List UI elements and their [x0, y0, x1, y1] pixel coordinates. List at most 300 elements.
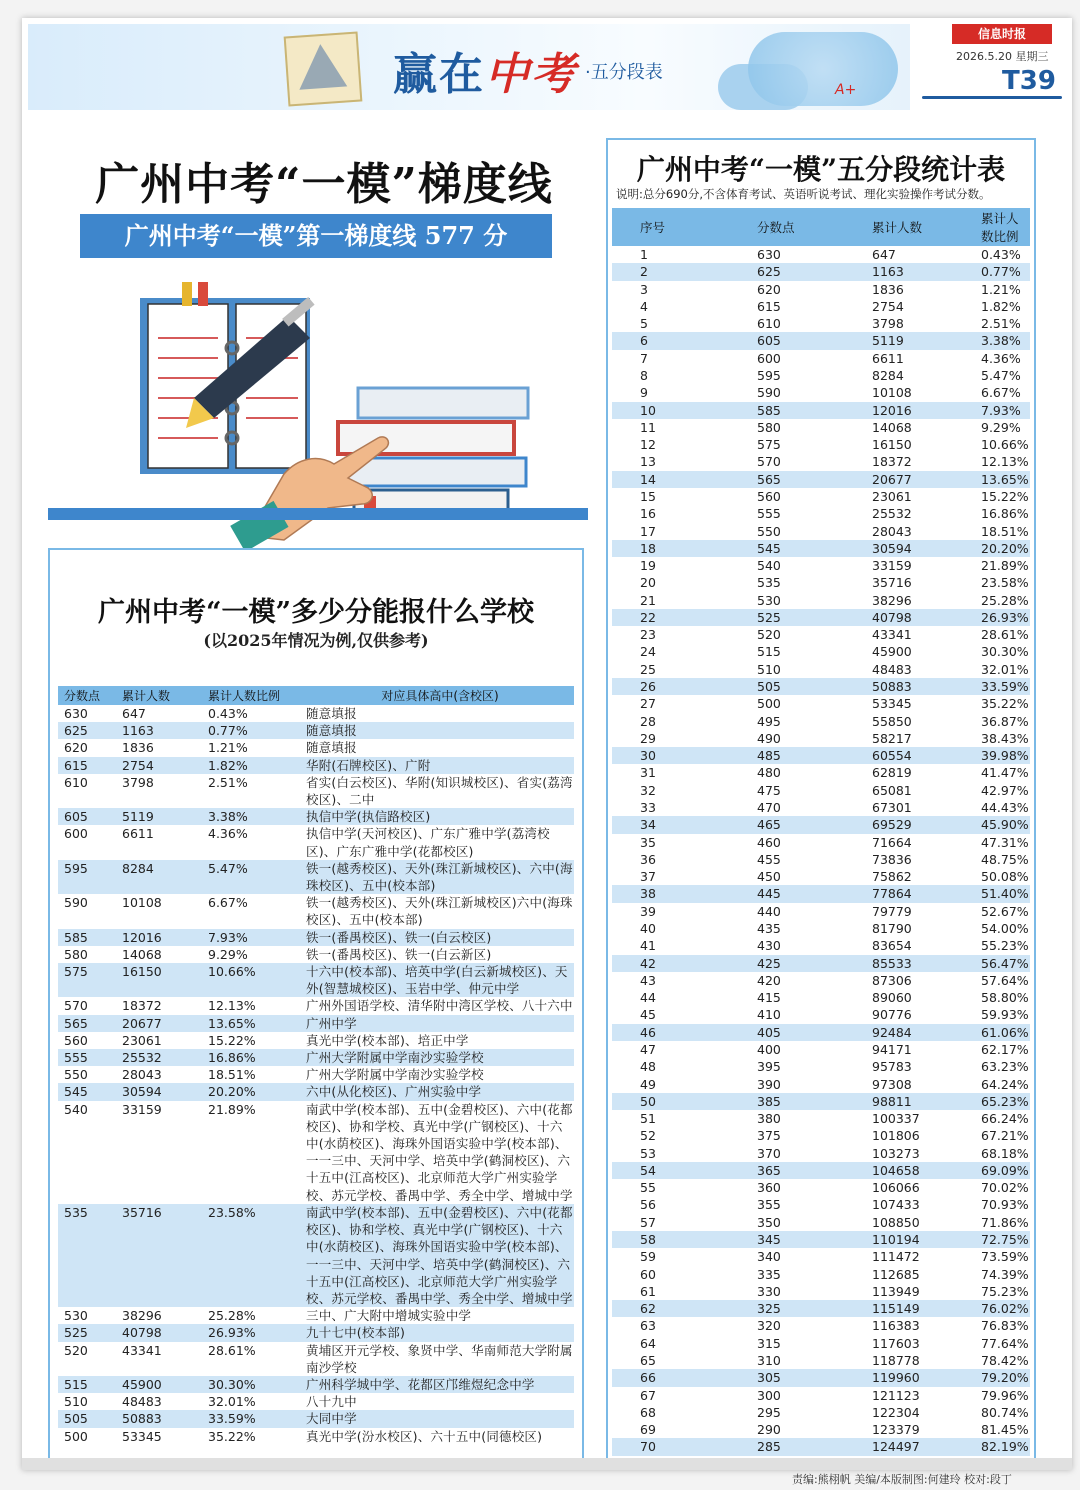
cumulative-cell: 97308	[872, 1076, 912, 1092]
cumulative-cell: 58217	[872, 730, 912, 746]
score-cell: 410	[757, 1007, 781, 1023]
score-cell: 515	[757, 644, 781, 660]
cumulative-cell: 71664	[872, 834, 912, 850]
ratio-cell: 2.51%	[208, 774, 248, 790]
ratio-cell: 0.77%	[971, 263, 1030, 280]
table-row	[58, 1428, 574, 1445]
ratio-cell: 23.58%	[981, 575, 1029, 591]
schools-cell: 华附(石牌校区)、广附	[300, 757, 574, 774]
score-cell: 435	[757, 920, 781, 936]
ratio-cell: 33.59%	[202, 1410, 300, 1427]
footer-bar	[22, 1458, 1072, 1470]
cumulative-cell: 116383	[872, 1318, 920, 1334]
cumulative-cell: 113949	[872, 1283, 920, 1299]
cumulative-cell: 94171	[872, 1041, 912, 1057]
stat-table-body	[612, 246, 1030, 1473]
cumulative-cell: 117603	[872, 1335, 920, 1351]
index-cell: 68	[640, 1404, 656, 1420]
index-cell: 11	[640, 419, 656, 435]
table-row	[612, 1058, 1030, 1075]
ratio-cell: 39.98%	[971, 747, 1030, 764]
table-row	[612, 557, 1030, 574]
score-cell: 615	[757, 298, 781, 314]
score-cell: 355	[757, 1197, 781, 1213]
score-cell: 590	[64, 895, 88, 911]
editor-credits: 责编:熊栩帆 美编/本版制图:何建玲 校对:段丁	[792, 1473, 1012, 1486]
score-cell: 475	[757, 782, 781, 798]
table-row	[612, 695, 1030, 712]
cumulative-cell: 123379	[872, 1422, 920, 1438]
table-row	[612, 1300, 1030, 1317]
score-cell: 525	[741, 609, 854, 626]
ratio-cell: 18.51%	[208, 1067, 256, 1083]
ratio-cell: 32.01%	[981, 661, 1029, 677]
score-cell: 460	[757, 834, 781, 850]
index-cell: 38	[612, 885, 741, 902]
index-cell: 35	[640, 834, 656, 850]
score-cell: 580	[64, 946, 88, 962]
score-cell: 405	[741, 1024, 854, 1041]
ratio-cell: 61.06%	[971, 1024, 1030, 1041]
ratio-cell: 59.93%	[981, 1007, 1029, 1023]
ratio-cell: 57.64%	[981, 972, 1029, 988]
ratio-cell: 1.82%	[202, 757, 300, 774]
cumulative-cell: 10108	[872, 385, 912, 401]
cumulative-cell: 3798	[872, 316, 904, 332]
cumulative-cell: 53345	[122, 1428, 162, 1444]
score-cell: 325	[741, 1300, 854, 1317]
score-cell: 565	[741, 471, 854, 488]
score-cell: 510	[64, 1394, 88, 1410]
score-cell: 365	[741, 1162, 854, 1179]
score-cell: 385	[741, 1093, 854, 1110]
score-cell: 450	[757, 869, 781, 885]
score-cell: 600	[757, 350, 781, 366]
index-cell: 70	[612, 1438, 741, 1455]
cumulative-cell: 2754	[872, 298, 904, 314]
stat-table-header	[612, 208, 1030, 246]
score-cell: 530	[757, 592, 781, 608]
score-cell: 505	[741, 678, 854, 695]
cumulative-cell: 48483	[122, 1394, 162, 1410]
score-cell: 285	[741, 1438, 854, 1455]
table-row	[612, 523, 1030, 540]
score-cell: 605	[58, 808, 116, 825]
table-row	[612, 713, 1030, 730]
index-cell: 69	[640, 1422, 656, 1438]
table-row	[612, 592, 1030, 609]
index-cell: 13	[640, 454, 656, 470]
score-cell: 540	[757, 558, 781, 574]
ratio-cell: 79.96%	[981, 1387, 1029, 1403]
ratio-cell: 0.77%	[202, 722, 300, 739]
score-cell: 550	[757, 523, 781, 539]
table-row	[612, 747, 1030, 764]
table-row	[612, 903, 1030, 920]
index-cell: 5	[640, 316, 648, 332]
table-row	[612, 834, 1030, 851]
score-cell: 600	[64, 826, 88, 842]
ratio-cell: 70.02%	[981, 1180, 1029, 1196]
score-cell: 595	[58, 860, 116, 894]
cumulative-cell: 119960	[854, 1369, 971, 1386]
header-banner	[28, 24, 910, 110]
table-row	[612, 1093, 1030, 1110]
score-cell: 390	[757, 1076, 781, 1092]
ratio-cell: 9.29%	[208, 946, 248, 962]
first-gradient-line-band: 广州中考“一模”第一梯度线 577 分	[80, 214, 552, 258]
cumulative-cell: 69529	[854, 816, 971, 833]
index-cell: 63	[640, 1318, 656, 1334]
index-cell: 12	[640, 437, 656, 453]
ratio-cell: 79.20%	[971, 1369, 1030, 1386]
ratio-cell: 15.22%	[981, 488, 1029, 504]
index-cell: 49	[640, 1076, 656, 1092]
col-header-index: 序号	[612, 208, 741, 246]
score-cell: 360	[757, 1180, 781, 1196]
ratio-cell: 12.13%	[208, 998, 256, 1014]
ratio-cell: 54.00%	[981, 920, 1029, 936]
index-cell: 9	[640, 385, 648, 401]
index-cell: 1	[640, 247, 648, 262]
book-top	[358, 388, 528, 418]
schools-cell: 南武中学(校本部)、五中(金碧校区)、六中(花都校区)、协和学校、真光中学(广钢校区)、十六中(水荫校区)、海珠外国语实验中学(校本部)、一一三中、天河中学、培英中学(鹤洞校区)、六十五中(江高校区)、北京师范大学广州实验学校、苏元学校、番禺中学、秀全中学、增城中学	[306, 1101, 573, 1203]
cumulative-cell: 45900	[116, 1376, 202, 1393]
ratio-cell: 35.22%	[208, 1428, 256, 1444]
cumulative-cell: 75862	[872, 869, 912, 885]
schools-cell: 六中(从化校区)、广州实验中学	[300, 1083, 574, 1100]
table-row	[612, 298, 1030, 315]
cumulative-cell: 124497	[854, 1438, 971, 1455]
table-row	[612, 816, 1030, 833]
table-row	[612, 678, 1030, 695]
illustration-baseline	[48, 508, 588, 520]
table-row	[612, 1231, 1030, 1248]
ratio-cell: 62.17%	[981, 1041, 1029, 1057]
table-row	[58, 705, 574, 722]
table-row	[58, 929, 574, 946]
table-row	[612, 885, 1030, 902]
table-row	[58, 722, 574, 739]
index-cell: 46	[612, 1024, 741, 1041]
ratio-cell: 20.20%	[202, 1083, 300, 1100]
score-cell: 545	[741, 540, 854, 557]
table-row	[612, 955, 1030, 972]
table-row	[58, 1324, 574, 1341]
cumulative-cell: 6611	[122, 826, 154, 842]
ratio-cell: 52.67%	[981, 903, 1029, 919]
cumulative-cell: 647	[872, 247, 896, 262]
score-cell: 465	[741, 816, 854, 833]
score-cell: 525	[58, 1324, 116, 1341]
table-row	[612, 1421, 1030, 1438]
ratio-cell: 77.64%	[981, 1335, 1029, 1351]
table-row	[612, 488, 1030, 505]
cumulative-cell: 14068	[122, 946, 162, 962]
index-cell: 36	[640, 851, 656, 867]
cumulative-cell: 103273	[872, 1145, 920, 1161]
ratio-cell: 16.86%	[981, 506, 1029, 522]
table-row	[612, 1145, 1030, 1162]
schools-cell: 九十七中(校本部)	[300, 1324, 574, 1341]
score-cell: 335	[757, 1266, 781, 1282]
cumulative-cell: 20677	[854, 471, 971, 488]
ratio-cell: 72.75%	[971, 1231, 1030, 1248]
score-cell: 490	[757, 730, 781, 746]
school-table-title: 广州中考“一模”多少分能报什么学校	[97, 597, 535, 628]
table-row	[58, 1066, 574, 1083]
table-row	[58, 997, 574, 1014]
table-row	[612, 1248, 1030, 1265]
col-header-score: 分数点	[741, 208, 854, 246]
index-cell: 54	[612, 1162, 741, 1179]
score-cell: 545	[58, 1083, 116, 1100]
score-cell: 510	[757, 661, 781, 677]
cumulative-cell: 3798	[122, 774, 154, 790]
score-cell: 630	[757, 247, 781, 262]
page-number: T39	[1002, 66, 1056, 96]
table-row	[58, 894, 574, 928]
table-row	[612, 1162, 1030, 1179]
cumulative-cell: 48483	[872, 661, 912, 677]
table-row	[612, 868, 1030, 885]
ratio-cell: 28.61%	[208, 1342, 256, 1358]
cumulative-cell: 35716	[872, 575, 912, 591]
cumulative-cell: 38296	[872, 592, 912, 608]
table-row	[612, 263, 1030, 280]
table-row	[58, 1393, 574, 1410]
ratio-cell: 73.59%	[981, 1249, 1029, 1265]
illustration-svg	[48, 268, 588, 542]
table-row	[612, 574, 1030, 591]
ratio-cell: 21.89%	[981, 558, 1029, 574]
cumulative-cell: 8284	[116, 860, 202, 894]
score-cell: 350	[757, 1214, 781, 1230]
ratio-cell: 74.39%	[981, 1266, 1029, 1282]
stat-table-title: 广州中考“一模”五分段统计表	[636, 153, 1006, 186]
ratio-cell: 75.23%	[981, 1283, 1029, 1299]
index-cell: 65	[640, 1353, 656, 1368]
cumulative-cell: 118778	[872, 1353, 920, 1368]
score-cell: 560	[64, 1032, 88, 1048]
cumulative-cell: 60554	[854, 747, 971, 764]
index-cell: 47	[640, 1041, 656, 1057]
table-row	[58, 825, 574, 859]
cumulative-cell: 43341	[872, 627, 912, 643]
cumulative-cell: 87306	[872, 972, 912, 988]
table-row	[612, 402, 1030, 419]
table-row	[612, 1317, 1030, 1334]
schools-cell: 十六中(校本部)、培英中学(白云新城校区)、天外(智慧城校区)、玉岩中学、仲元中学	[300, 963, 574, 997]
score-cell: 555	[757, 506, 781, 522]
cumulative-cell: 104658	[854, 1162, 971, 1179]
cumulative-cell: 1163	[116, 722, 202, 739]
cumulative-cell: 112685	[872, 1266, 920, 1282]
ratio-cell: 64.24%	[981, 1076, 1029, 1092]
index-cell: 21	[640, 592, 656, 608]
cumulative-cell: 28043	[122, 1067, 162, 1083]
cumulative-cell: 100337	[872, 1111, 920, 1127]
index-cell: 56	[640, 1197, 656, 1213]
ratio-cell: 32.01%	[208, 1394, 256, 1410]
score-cell: 455	[757, 851, 781, 867]
index-cell: 45	[640, 1007, 656, 1023]
ratio-cell: 41.47%	[981, 765, 1029, 781]
schools-cell: 广州外国语学校、清华附中湾区学校、八十六中	[306, 998, 573, 1014]
score-cell: 515	[58, 1376, 116, 1393]
ratio-cell: 76.83%	[981, 1318, 1029, 1334]
score-cell: 570	[64, 998, 88, 1014]
score-cell: 625	[58, 722, 116, 739]
index-cell: 23	[640, 627, 656, 643]
score-cell: 575	[757, 437, 781, 453]
ratio-cell: 18.51%	[981, 523, 1029, 539]
index-cell: 62	[612, 1300, 741, 1317]
score-cell: 570	[757, 454, 781, 470]
table-row	[612, 384, 1030, 401]
table-row	[612, 471, 1030, 488]
index-cell: 19	[640, 558, 656, 574]
score-cell: 610	[757, 316, 781, 332]
cumulative-cell: 33159	[122, 1101, 162, 1117]
schools-cell: 广州大学附属中学南沙实验学校	[300, 1049, 574, 1066]
cumulative-cell: 16150	[116, 963, 202, 997]
cumulative-cell: 77864	[854, 885, 971, 902]
stat-table	[612, 208, 1030, 1473]
index-cell: 41	[640, 938, 656, 954]
ratio-cell: 25.28%	[981, 592, 1029, 608]
cumulative-cell: 98811	[854, 1093, 971, 1110]
schools-cell: 真光中学(校本部)、培正中学	[306, 1032, 469, 1048]
score-cell: 580	[757, 419, 781, 435]
score-cell: 430	[757, 938, 781, 954]
ratio-cell: 15.22%	[208, 1032, 256, 1048]
ratio-cell: 30.30%	[981, 644, 1029, 660]
score-cell: 320	[757, 1318, 781, 1334]
table-row	[58, 1342, 574, 1376]
index-cell: 48	[640, 1059, 656, 1075]
ratio-cell: 35.22%	[981, 696, 1029, 712]
schools-cell: 随意填报	[300, 722, 574, 739]
cumulative-cell: 79779	[872, 903, 912, 919]
ratio-cell: 4.36%	[981, 350, 1021, 366]
index-cell: 59	[640, 1249, 656, 1265]
table-row	[58, 1015, 574, 1032]
table-row	[612, 505, 1030, 522]
table-row	[612, 367, 1030, 384]
book-blue	[346, 458, 526, 486]
geometry-tools-illustration	[284, 32, 363, 107]
newspaper-page	[22, 18, 1072, 1486]
table-row	[58, 1307, 574, 1324]
schools-cell: 三中、广大附中增城实验中学	[306, 1308, 472, 1324]
index-cell: 17	[640, 523, 656, 539]
cumulative-cell: 30594	[854, 540, 971, 557]
ratio-cell: 10.66%	[202, 963, 300, 997]
table-row	[612, 989, 1030, 1006]
cumulative-cell: 83654	[872, 938, 912, 954]
cumulative-cell: 5119	[116, 808, 202, 825]
ratio-cell: 3.38%	[971, 332, 1030, 349]
table-row	[58, 1032, 574, 1049]
cumulative-cell: 107433	[872, 1197, 920, 1213]
ratio-cell: 1.82%	[981, 298, 1021, 314]
index-cell: 32	[640, 782, 656, 798]
table-row	[58, 963, 574, 997]
table-row	[612, 419, 1030, 436]
schools-cell: 铁一(番禺校区)、铁一(白云校区)	[300, 929, 574, 946]
cumulative-cell: 1836	[122, 740, 154, 756]
cumulative-cell: 20677	[116, 1015, 202, 1032]
ratio-cell: 13.65%	[202, 1015, 300, 1032]
table-row	[612, 453, 1030, 470]
table-row	[612, 799, 1030, 816]
cumulative-cell: 30594	[116, 1083, 202, 1100]
table-row	[612, 315, 1030, 332]
cumulative-cell: 25532	[872, 506, 912, 522]
cumulative-cell: 108850	[872, 1214, 920, 1230]
ratio-cell: 78.42%	[981, 1353, 1029, 1368]
cumulative-cell: 62819	[872, 765, 912, 781]
school-table-header	[58, 686, 574, 705]
table-row	[612, 764, 1030, 781]
table-row	[612, 851, 1030, 868]
index-cell: 2	[612, 263, 741, 280]
table-row	[612, 1196, 1030, 1213]
cumulative-cell: 67301	[872, 800, 912, 815]
cumulative-cell: 106066	[872, 1180, 920, 1196]
index-cell: 42	[612, 955, 741, 972]
table-row	[612, 350, 1030, 367]
index-cell: 3	[640, 281, 648, 297]
score-cell: 295	[757, 1404, 781, 1420]
index-cell: 16	[640, 506, 656, 522]
index-cell: 30	[612, 747, 741, 764]
table-row	[612, 609, 1030, 626]
score-cell: 370	[757, 1145, 781, 1161]
ratio-cell: 1.21%	[208, 740, 248, 756]
table-row	[612, 1438, 1030, 1455]
table-row	[58, 1410, 574, 1427]
index-cell: 40	[640, 920, 656, 936]
ratio-cell: 25.28%	[208, 1308, 256, 1324]
schools-cell: 广州中学	[300, 1015, 574, 1032]
table-row	[612, 626, 1030, 643]
table-row	[612, 1110, 1030, 1127]
score-cell: 565	[58, 1015, 116, 1032]
schools-cell: 大同中学	[300, 1410, 574, 1427]
cumulative-cell: 25532	[116, 1049, 202, 1066]
index-cell: 61	[640, 1283, 656, 1299]
score-cell: 420	[757, 972, 781, 988]
ratio-cell: 65.23%	[971, 1093, 1030, 1110]
table-row	[58, 739, 574, 756]
cumulative-cell: 121123	[872, 1387, 920, 1403]
ratio-cell: 4.36%	[208, 826, 248, 842]
ratio-cell: 1.21%	[981, 281, 1021, 297]
ratio-cell: 30.30%	[202, 1376, 300, 1393]
table-row	[612, 1006, 1030, 1023]
ratio-cell: 50.08%	[981, 869, 1029, 885]
score-cell: 300	[757, 1387, 781, 1403]
schools-cell: 铁一(越秀校区)、天外(珠江新城校区)、六中(海珠校区)、五中(校本部)	[300, 860, 574, 894]
index-cell: 20	[640, 575, 656, 591]
table-row	[612, 1387, 1030, 1404]
col-header-ratio: 累计人数比例	[971, 208, 1030, 246]
score-cell: 520	[64, 1342, 88, 1358]
schools-cell: 执信中学(执信路校区)	[300, 808, 574, 825]
ratio-cell: 47.31%	[981, 834, 1029, 850]
